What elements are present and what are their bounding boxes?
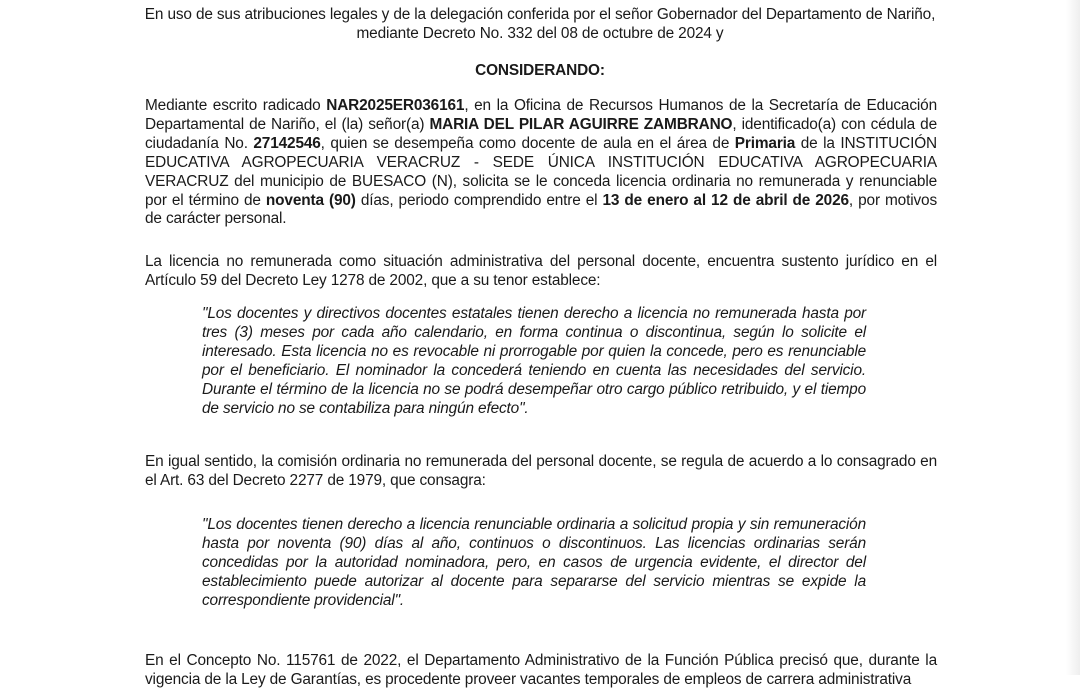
para1-text-3: , identificado(a) con cédula de ciudadanía No.: [145, 115, 937, 152]
periodo-licencia: 13 de enero al 12 de abril de 2026: [602, 191, 849, 209]
para1-text-5: de la INSTITUCIÓN EDUCATIVA AGROPECUARIA VERACRUZ - SEDE ÚNICA INSTITUCIÓN EDUCATIVA AGROPECUARIA VERACRUZ del municipio de BUESACO (N), solicita se le conceda licencia ordinaria no remunerada y renunciable por el término de: [145, 134, 937, 209]
intro-line-2: mediante Decreto No. 332 del 08 de octubre de 2024 y: [356, 24, 724, 42]
para1-text-1: Mediante escrito radicado: [145, 97, 327, 114]
para1-text-7: , por motivos de carácter personal.: [145, 191, 937, 228]
cedula-number: 27142546: [253, 134, 321, 152]
quote-decreto-1278: "Los docentes y directivos docentes estatales tienen derecho a licencia no remunerada hasta por tres (3) meses por cada año calendario, en forma continua o discontinua, según lo solicite el interesado. Esta licencia no es revocable ni prorrogable por quien la concede, pero es renunciable por el beneficiario. El nominador la concederá teniendo en cuenta las necesidades del servicio. Durante el término de la licencia no se podrá desempeñar otro cargo público retribuido, y el tiempo de servicio no se contabiliza para ningún efecto".: [202, 305, 866, 417]
intro-block: [140, 6, 940, 44]
paragraph-concepto: En el Concepto No. 115761 de 2022, el Departamento Administrativo de la Función Pública precisó que, durante la vigencia de la Ley de Garantías, es procedente proveer vacantes temporales de empleos de carrera administrativa: [145, 652, 937, 688]
paragraph-sustento: La licencia no remunerada como situación administrativa del personal docente, encuentra sustento jurídico en el Artículo 59 del Decreto Ley 1278 de 2002, que a su tenor establece:: [145, 253, 937, 289]
para1-text-6: días, periodo comprendido entre el: [355, 191, 603, 209]
area-name: Primaria: [734, 134, 796, 152]
para1-text-2: , en la Oficina de Recursos Humanos de la Secretaría de Educación Departamental de Nariño, el (la) señor(a): [145, 97, 937, 133]
para1-text-4: , quien se desempeña como docente de aula en el área de: [320, 134, 735, 152]
scan-edge-shading: [1066, 0, 1080, 675]
paragraph-solicitud: [145, 97, 937, 229]
quote-decreto-2277: "Los docentes tienen derecho a licencia renunciable ordinaria a solicitud propia y sin remuneración hasta por noventa (90) días al año, continuos o discontinuos. Las licencias ordinarias serán concedidas por la autoridad nominadora, pero, en casos de urgencia evidente, el director del establecimiento puede autorizar al docente para separarse del servicio mientras se expide la correspondiente providencial".: [202, 516, 866, 609]
radicado-number: NAR2025ER036161: [326, 97, 465, 114]
heading-text: CONSIDERANDO:: [475, 62, 605, 79]
intro-line-1: En uso de sus atribuciones legales y de la delegación conferida por el señor Gobernador del Departamento de Nariño,: [144, 6, 936, 23]
docente-name: MARIA DEL PILAR AGUIRRE ZAMBRANO: [429, 115, 733, 133]
paragraph-comision: En igual sentido, la comisión ordinaria no remunerada del personal docente, se regula de acuerdo a lo consagrado en el Art. 63 del Decreto 2277 de 1979, que consagra:: [145, 453, 937, 489]
termino-dias: noventa (90): [265, 191, 356, 209]
considerando-heading: [140, 62, 940, 81]
